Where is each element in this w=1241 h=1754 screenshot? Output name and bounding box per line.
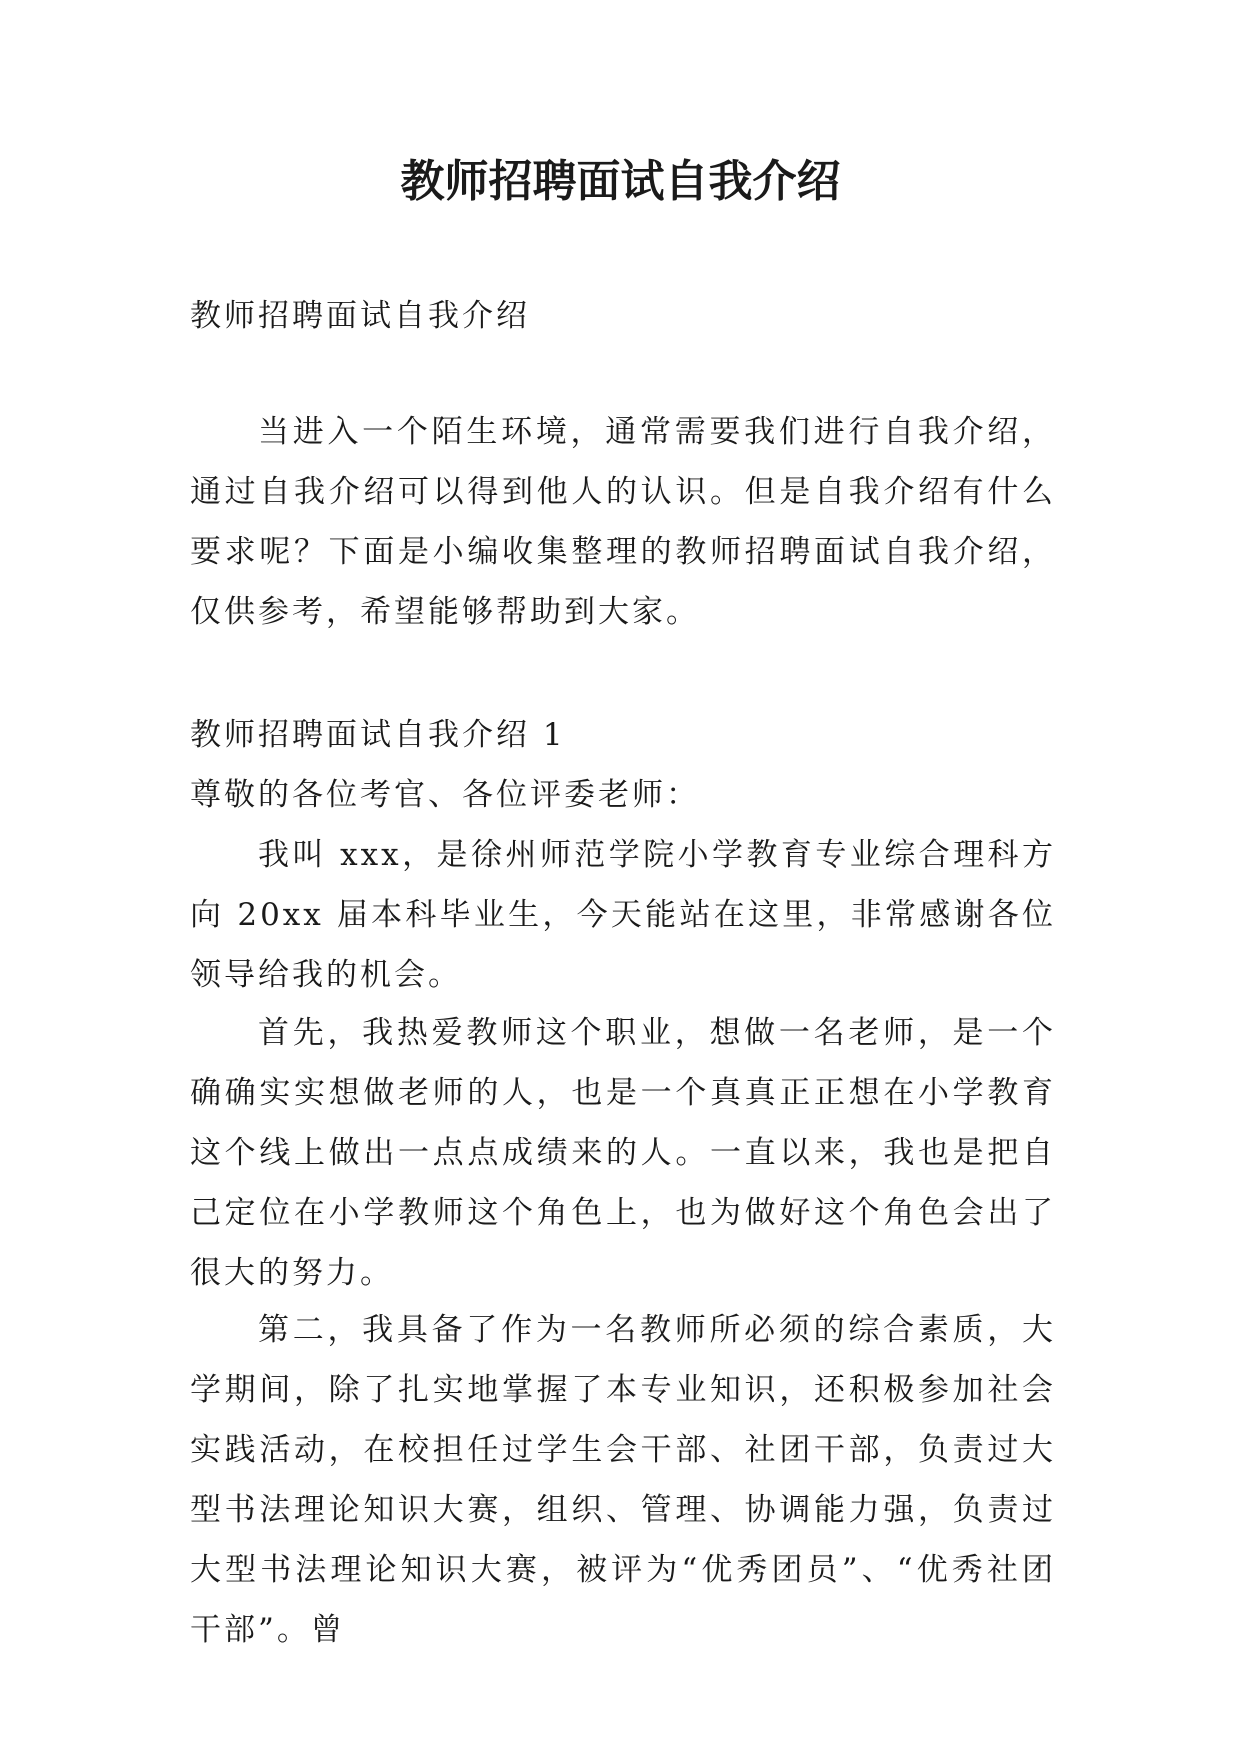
document-title: 教师招聘面试自我介绍 — [400, 156, 841, 207]
salutation-line: 尊敬的各位考官、各位评委老师： — [190, 777, 700, 813]
body-paragraph: 首先，我热爱教师这个职业，想做一名老师，是一个确确实实想做老师的人，也是一个真真正正想在小学教育这个线上做出一点点成绩来的人。一直以来，我也是把自己定位在小学教师这个角色上，也为做好这个角色会出了很大的努力。 — [190, 1015, 1056, 1291]
document-subtitle: 教师招聘面试自我介绍 — [190, 298, 530, 334]
intro-paragraph: 当进入一个陌生环境，通常需要我们进行自我介绍，通过自我介绍可以得到他人的认识。但是自我介绍有什么要求呢？下面是小编收集整理的教师招聘面试自我介绍，仅供参考，希望能够帮助到大家。 — [190, 414, 1056, 630]
body-paragraph: 我叫 xxx，是徐州师范学院小学教育专业综合理科方向 20xx 届本科毕业生，今天能站在这里，非常感谢各位领导给我的机会。 — [190, 837, 1056, 993]
body-paragraph: 第二，我具备了作为一名教师所必须的综合素质，大学期间，除了扎实地掌握了本专业知识，还积极参加社会实践活动，在校担任过学生会干部、社团干部，负责过大型书法理论知识大赛，组织、管理、协调能力强，负责过大型书法理论知识大赛，被评为“优秀团员”、“优秀社团干部”。曾 — [190, 1312, 1056, 1648]
section-heading: 教师招聘面试自我介绍 1 — [190, 717, 566, 753]
